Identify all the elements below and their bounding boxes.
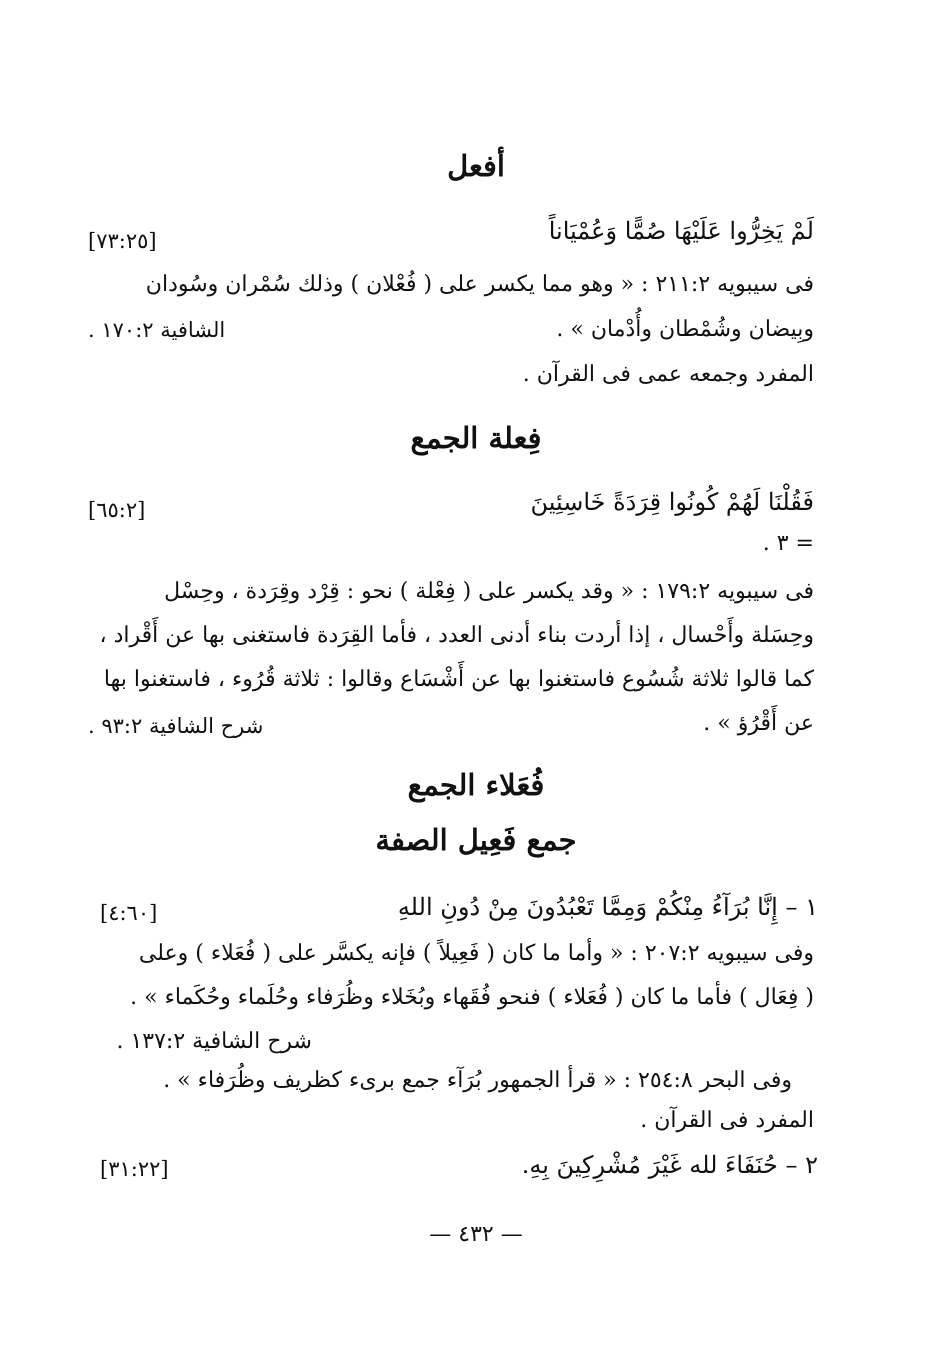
source-citation: الشافية ١٧٠:٢ . (88, 318, 226, 342)
note-line: وبِيضان وشُمْطان وأُدْمان » . (556, 317, 814, 342)
verse-continuation: = ٣ . (762, 531, 814, 556)
note-line: فى سيبويه ٢١١:٢ : « وهو مما يكسر على ( فُعْلان ) وذلك سُمْران وسُودان (145, 272, 814, 297)
note-line: فى سيبويه ١٧٩:٢ : « وقد يكسر على ( فِعْلة ) نحو : قِرْد وقِرَدة ، وحِسْل (164, 579, 814, 604)
verse-reference: [٣١:٢٢] (100, 1157, 169, 1181)
section-heading-filat-al-jam: فِعلة الجمع (410, 421, 542, 455)
note-line: ( فِعَال ) فأما ما كان ( فُعَلاء ) فنحو فُقَهاء وبُخَلاء وظُرَفاء وحُلَماء وحُكَماء » . (130, 985, 814, 1010)
quran-verse: لَمْ يَخِرُّوا عَلَيْهَا صُمًّا وَعُمْيَاناً (548, 217, 814, 245)
section-heading-afal: أفعل (447, 149, 505, 183)
verse-reference: [٧٣:٢٥] (88, 229, 157, 253)
note-line: المفرد فى القرآن . (640, 1108, 814, 1133)
quran-verse: ١ – إِنَّا بُرَآءُ مِنْكُمْ وَمِمَّا تَعْبُدُونَ مِنْ دُونِ اللهِ (397, 893, 818, 921)
section-heading-fualaa-al-jam: فُعَلاء الجمع (407, 768, 545, 802)
note-line: وفى البحر ٢٥٤:٨ : « قرأ الجمهور بُرَآء جمع برىء كظريف وظُرَفاء » . (163, 1068, 792, 1093)
note-line: كما قالوا ثلاثة شُسُوع فاستغنوا بها عن أَشْسَاع وقالوا : ثلاثة قُرُوء ، فاستغنوا بها (103, 667, 814, 692)
note-line: المفرد وجمعه عمى فى القرآن . (522, 362, 814, 387)
source-citation: شرح الشافية ٩٣:٢ . (88, 714, 264, 738)
quran-verse: فَقُلْنَا لَهُمْ كُونُوا قِرَدَةً خَاسِئِينَ (530, 488, 814, 516)
verse-reference: [٤:٦٠] (100, 901, 158, 925)
note-line: وحِسَلة وأَحْسال ، إذا أردت بناء أدنى العدد ، فأما القِرَدة فاستغنى بها عن أَقْراد ، (99, 623, 814, 648)
page-number: — ٤٣٢ — (429, 1222, 523, 1247)
note-line: وفى سيبويه ٢٠٧:٢ : « وأما ما كان ( فَعِيلاً ) فإنه يكسَّر على ( فُعَلاء ) وعلى (138, 941, 814, 966)
note-line: عن أَقْرُؤ » . (703, 711, 814, 736)
note-line: شرح الشافية ١٣٧:٢ . (116, 1029, 312, 1054)
verse-reference: [٦٥:٢] (88, 498, 146, 522)
section-subheading: جمع فَعِيل الصفة (375, 823, 577, 857)
quran-verse: ٢ – حُنَفَاءَ لله غَيْرَ مُشْرِكِينَ بِهِ. (521, 1151, 818, 1179)
